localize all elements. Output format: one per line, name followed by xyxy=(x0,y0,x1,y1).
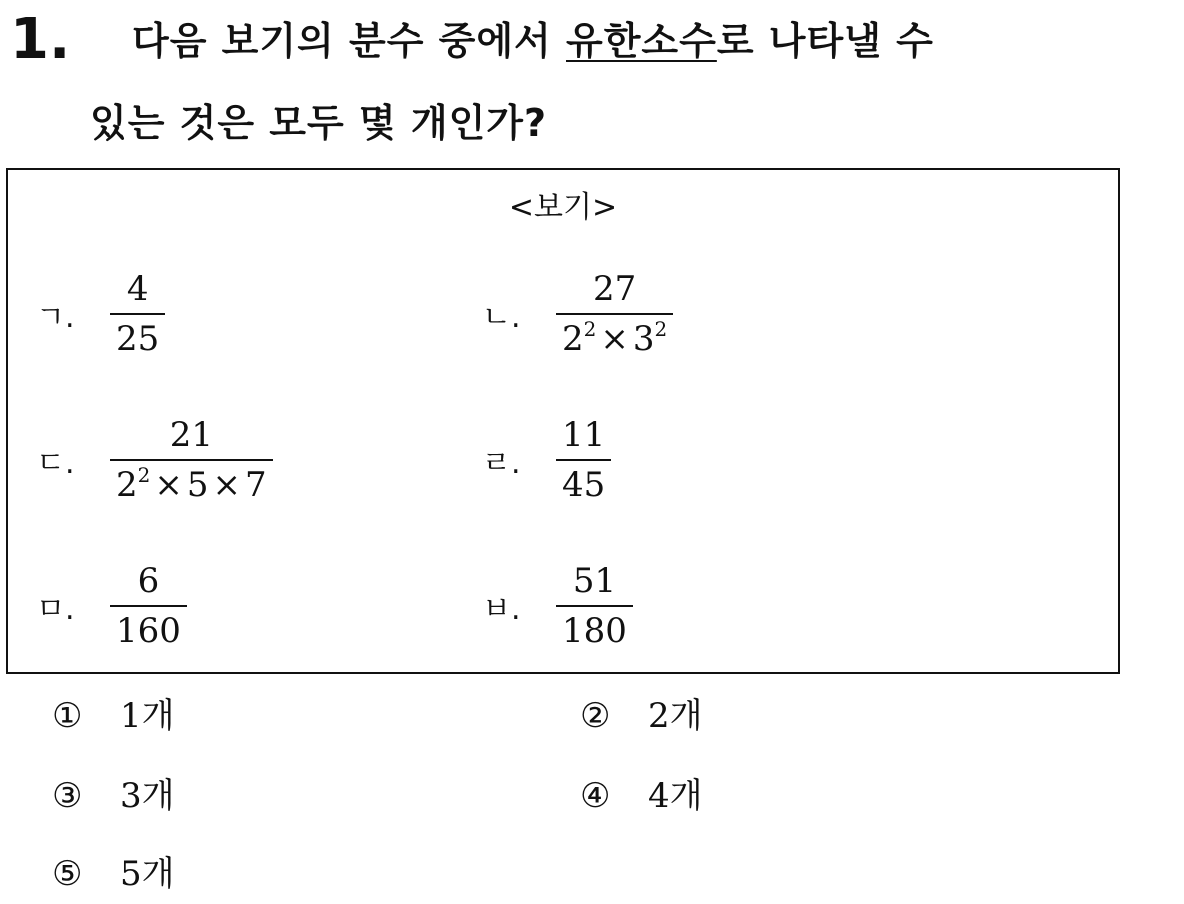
choice-1[interactable] xyxy=(52,694,174,738)
item-label: ㅁ. xyxy=(36,592,75,627)
fraction xyxy=(110,267,165,361)
numerator: 4 xyxy=(126,269,149,309)
item-label: ㄱ. xyxy=(36,300,75,335)
item-mieum xyxy=(36,556,187,656)
choice-text: 3개 xyxy=(120,776,175,816)
item-digeut xyxy=(36,410,273,510)
numerator: 51 xyxy=(572,561,617,601)
numerator: 27 xyxy=(592,269,637,309)
denominator-factor: 2 xyxy=(116,465,138,505)
fraction xyxy=(110,413,273,507)
choice-number: ② xyxy=(580,696,611,736)
question-text-pre: 다음 보기의 분수 중에서 xyxy=(132,19,566,63)
denominator-factor: 7 xyxy=(245,465,267,505)
denominator xyxy=(110,461,273,507)
item-giyeok xyxy=(36,264,165,364)
denominator-factor: 2 xyxy=(562,319,584,359)
choice-2[interactable] xyxy=(580,694,702,738)
example-box xyxy=(6,168,1120,674)
exponent: 2 xyxy=(654,317,668,341)
fraction xyxy=(556,413,611,507)
item-label: ㅂ. xyxy=(482,592,521,627)
choice-number: ① xyxy=(52,696,83,736)
example-box-title: <보기> xyxy=(508,190,618,225)
choice-text: 5개 xyxy=(120,854,175,894)
times-operator: × xyxy=(154,465,183,505)
choice-text: 4개 xyxy=(648,776,703,816)
denominator xyxy=(110,315,165,361)
item-label: ㄷ. xyxy=(36,446,75,481)
denominator xyxy=(556,607,633,653)
question-text-post: 로 나타낼 수 xyxy=(716,19,934,63)
question-number: 1. xyxy=(10,7,71,72)
denominator-factor: 160 xyxy=(116,611,181,651)
question-text-line2: 있는 것은 모두 몇 개인가? xyxy=(90,101,548,145)
item-label: ㄴ. xyxy=(482,300,521,335)
choice-number: ③ xyxy=(52,776,83,816)
denominator xyxy=(556,315,673,361)
item-label: ㄹ. xyxy=(482,446,521,481)
numerator: 6 xyxy=(137,561,160,601)
denominator-factor: 25 xyxy=(116,319,160,359)
fraction xyxy=(556,559,633,653)
question-keyword-underlined: 유한소수 xyxy=(566,19,717,63)
item-nieun xyxy=(482,264,673,364)
question-text-line1 xyxy=(132,16,934,66)
denominator-factor: 5 xyxy=(186,465,209,505)
numerator: 11 xyxy=(562,415,606,455)
choice-text: 1개 xyxy=(120,696,175,736)
denominator-factor: 3 xyxy=(632,319,655,359)
fraction xyxy=(110,559,187,653)
choice-3[interactable] xyxy=(52,774,174,818)
denominator-factor: 180 xyxy=(562,611,627,651)
exponent: 2 xyxy=(137,463,151,487)
times-operator: × xyxy=(600,319,629,359)
choice-number: ⑤ xyxy=(52,854,83,894)
choice-number: ④ xyxy=(580,776,611,816)
choice-text: 2개 xyxy=(648,696,703,736)
denominator xyxy=(556,461,611,507)
choice-4[interactable] xyxy=(580,774,702,818)
numerator: 21 xyxy=(169,415,213,455)
denominator-factor: 45 xyxy=(562,465,606,505)
choice-5[interactable] xyxy=(52,852,174,896)
item-bieup xyxy=(482,556,633,656)
item-rieul xyxy=(482,410,611,510)
denominator xyxy=(110,607,187,653)
times-operator: × xyxy=(212,465,242,505)
fraction xyxy=(556,267,673,361)
exponent: 2 xyxy=(583,317,597,341)
